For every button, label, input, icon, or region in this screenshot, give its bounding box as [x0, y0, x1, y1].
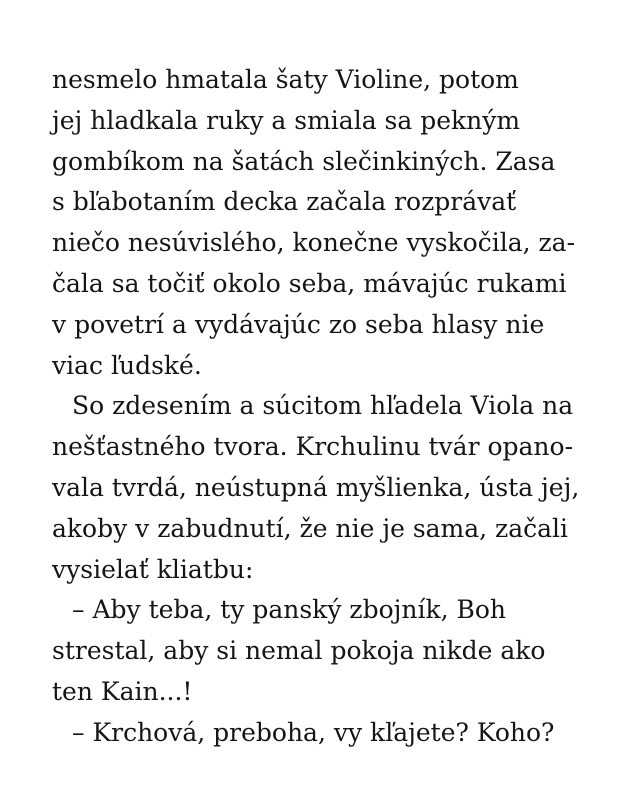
text-line: ten Kain...! — [52, 676, 193, 706]
text-line: jej hladkala ruky a smiala sa pekným — [52, 105, 521, 135]
paragraph-3 — [52, 590, 597, 712]
text-line: – Krchová, preboha, vy kľajete? Koho? — [72, 717, 555, 747]
text-line: akoby v zabudnutí, že nie je sama, začali — [52, 513, 569, 543]
text-line: nešťastného tvora. Krchulinu tvár opano- — [52, 432, 574, 462]
text-line: s bľabotaním decka začala rozprávať — [52, 187, 517, 217]
text-line: strestal, aby si nemal pokoja nikde ako — [52, 636, 546, 666]
text-line: gombíkom na šatách slečinkiných. Zasa — [52, 146, 556, 176]
text-line: v povetrí a vydávajúc zo seba hlasy nie — [52, 309, 545, 339]
text-line: So zdesením a súcitom hľadela Viola na — [72, 391, 574, 421]
text-line: – Aby teba, ty panský zbojník, Boh — [72, 595, 507, 625]
paragraph-2 — [52, 386, 597, 590]
text-line: vala tvrdá, neústupná myšlienka, ústa jej, — [52, 472, 580, 502]
text-line: vysielať kliatbu: — [52, 554, 254, 584]
text-line: viac ľudské. — [52, 350, 202, 380]
paragraph-4 — [52, 713, 597, 754]
text-line: čala sa točiť okolo seba, mávajúc rukami — [52, 268, 567, 298]
paragraph-1 — [52, 60, 597, 386]
text-line: nesmelo hmatala šaty Violine, potom — [52, 65, 519, 94]
text-line: niečo nesúvislého, konečne vyskočila, za- — [52, 228, 576, 258]
book-page — [52, 60, 597, 754]
